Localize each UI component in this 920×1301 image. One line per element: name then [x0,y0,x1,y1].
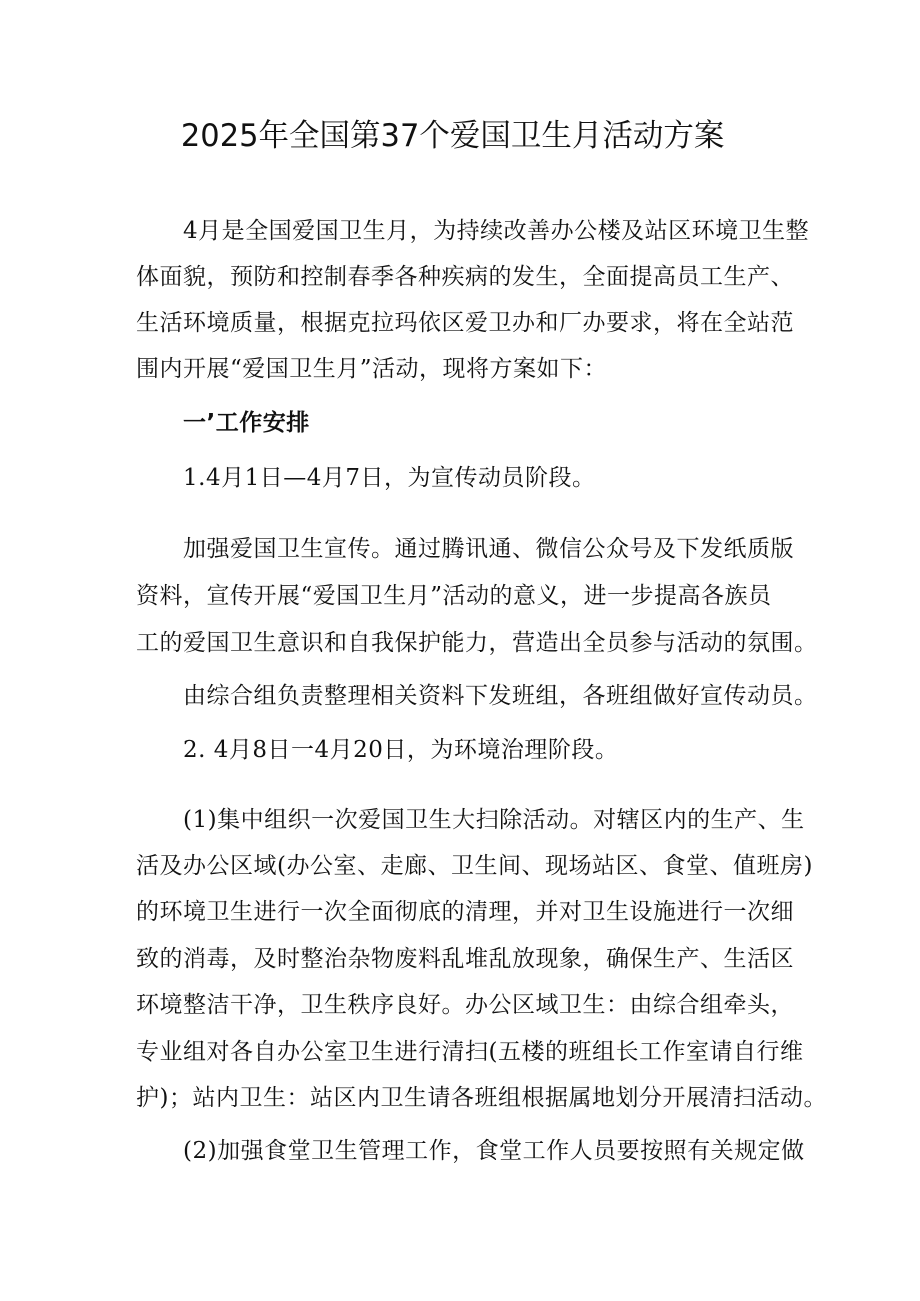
paragraph-line: (1)集中组织一次爱国卫生大扫除活动。对辖区内的生产、生 [183,807,805,833]
paragraph-line: 4月是全国爱国卫生月，为持续改善办公楼及站区环境卫生整 [183,218,810,244]
paragraph-line: 活及办公区域(办公室、走廊、卫生间、现场站区、食堂、值班房) [136,853,813,879]
paragraph-line: 护)；站内卫生：站区内卫生请各班组根据属地划分开展清扫活动。 [136,1085,827,1111]
paragraph-line: 致的消毒，及时整治杂物废料乱堆乱放现象，确保生产、生活区 [136,946,794,972]
paragraph-line: 体面貌，预防和控制春季各种疾病的发生，全面提高员工生产、 [136,264,794,290]
paragraph-line: (2)加强食堂卫生管理工作，食堂工作人员要按照有关规定做 [183,1138,805,1164]
paragraph-line: 工的爱国卫生意识和自我保护能力，营造出全员参与活动的氛围。 [136,630,818,656]
paragraph-line: 由综合组负责整理相关资料下发班组，各班组做好宣传动员。 [183,683,818,709]
document-title: 2025年全国第37个爱国卫生月活动方案 [180,118,725,154]
paragraph-line: 资料，宣传开展“爱国卫生月”活动的意义，进一步提高各族员 [136,583,772,609]
section-heading: 一’工作安排 [183,410,310,436]
paragraph-line: 的环境卫生进行一次全面彻底的清理，并对卫生设施进行一次细 [136,899,794,925]
paragraph-line: 加强爱国卫生宣传。通过腾讯通、微信公众号及下发纸质版 [183,536,794,562]
stage-heading: 2. 4月8日一4月20日，为环境治理阶段。 [183,737,619,763]
paragraph-line: 围内开展“爱国卫生月”活动，现将方案如下： [136,356,608,382]
paragraph-line: 环境整洁干净，卫生秩序良好。办公区域卫生：由综合组牵头， [136,992,794,1018]
paragraph-line: 生活环境质量，根据克拉玛依区爱卫办和厂办要求，将在全站范 [136,310,794,336]
paragraph-line: 专业组对各自办公室卫生进行清扫(五楼的班组长工作室请自行维 [136,1039,804,1065]
stage-heading: 1.4月1日—4月7日，为宣传动员阶段。 [183,465,596,491]
